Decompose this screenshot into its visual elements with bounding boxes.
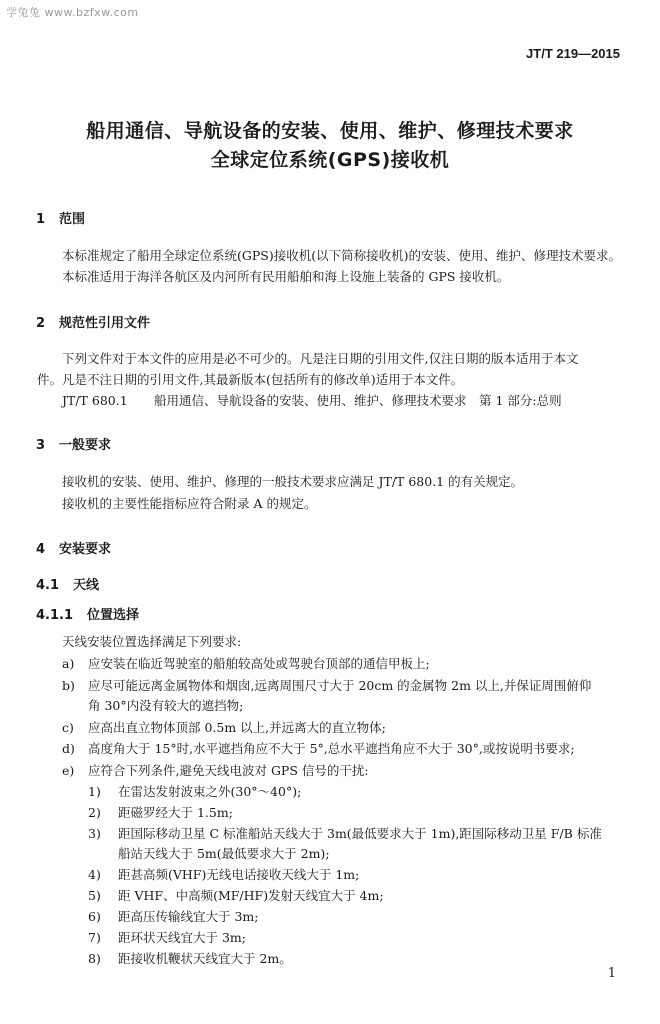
- section-number: 1: [36, 212, 46, 227]
- list-item-marker: c): [62, 720, 74, 735]
- list-item-text: 应安装在临近驾驶室的船舶较高处或驾驶台顶部的通信甲板上;: [88, 656, 430, 671]
- list-item-marker: a): [62, 656, 75, 671]
- page-number: 1: [607, 966, 616, 981]
- section-number: 3: [36, 438, 46, 453]
- section-1-heading: [36, 208, 85, 227]
- watermark: 学兔兔 www.bzfxw.com: [6, 6, 139, 19]
- paragraph: 接收机的主要性能指标应符合附录 A 的规定。: [62, 496, 317, 511]
- list-item-text-continued: 角 30°内没有较大的遮挡物;: [88, 698, 244, 713]
- list-item-marker: e): [62, 763, 75, 778]
- sub-item-text: 距甚高频(VHF)无线电话接收天线大于 1m;: [118, 867, 360, 882]
- section-number: 4.1.1: [36, 608, 74, 623]
- reference-code: JT/T 680.1: [62, 393, 128, 408]
- section-2-heading: [36, 312, 150, 331]
- section-title: 一般要求: [59, 438, 112, 453]
- sub-item-text-continued: 船站天线大于 5m(最低要求大于 2m);: [118, 846, 330, 861]
- section-3-heading: [36, 434, 111, 453]
- sub-item-marker: 3): [88, 826, 101, 841]
- sub-item-text: 距国际移动卫星 C 标准船站天线大于 3m(最低要求大于 1m),距国际移动卫星 F/B 标准: [118, 826, 602, 841]
- paragraph: 接收机的安装、使用、维护、修理的一般技术要求应满足 JT/T 680.1 的有关规定。: [62, 474, 524, 489]
- document-title-line1: 船用通信、导航设备的安装、使用、维护、修理技术要求: [86, 120, 574, 142]
- sub-item-text: 距高压传输线宜大于 3m;: [118, 909, 259, 924]
- section-title: 安装要求: [59, 542, 112, 557]
- paragraph: 本标准适用于海洋各航区及内河所有民用船舶和海上设施上装备的 GPS 接收机。: [62, 269, 510, 284]
- section-title: 位置选择: [87, 608, 140, 623]
- paragraph: 下列文件对于本文件的应用是必不可少的。凡是注日期的引用文件,仅注日期的版本适用于本文: [62, 351, 579, 366]
- sub-item-text: 在雷达发射波束之外(30°～40°);: [118, 784, 302, 799]
- sub-item-marker: 4): [88, 867, 101, 882]
- list-item-text: 应高出直立物体顶部 0.5m 以上,并远离大的直立物体;: [88, 720, 386, 735]
- section-4-heading: [36, 538, 111, 557]
- section-title: 规范性引用文件: [59, 316, 151, 331]
- list-item-text: 应尽可能远离金属物体和烟囱,远离周围尺寸大于 20cm 的金属物 2m 以上,并保证周围俯仰: [88, 678, 592, 693]
- sub-item-marker: 2): [88, 805, 101, 820]
- section-number: 4: [36, 542, 46, 557]
- section-4-1-1-heading: [36, 604, 139, 623]
- normative-reference: [62, 393, 562, 409]
- list-item-text: 高度角大于 15°时,水平遮挡角应不大于 5°,总水平遮挡角应不大于 30°,或按说明书要求;: [88, 741, 575, 756]
- sub-item-marker: 1): [88, 784, 101, 799]
- section-number: 4.1: [36, 578, 60, 593]
- sub-item-text: 距环状天线宜大于 3m;: [118, 930, 246, 945]
- sub-item-text: 距 VHF、中高频(MF/HF)发射天线宜大于 4m;: [118, 888, 384, 903]
- paragraph-continued: 件。凡是不注日期的引用文件,其最新版本(包括所有的修改单)适用于本文件。: [37, 372, 464, 387]
- sub-item-marker: 6): [88, 909, 101, 924]
- list-item-marker: d): [62, 741, 75, 756]
- sub-item-marker: 7): [88, 930, 101, 945]
- section-title: 天线: [73, 578, 100, 593]
- list-item-marker: b): [62, 678, 75, 693]
- section-4-1-heading: [36, 574, 99, 593]
- sub-item-text: 距接收机鞭状天线宜大于 2m。: [118, 951, 292, 966]
- sub-item-marker: 8): [88, 951, 101, 966]
- paragraph: 本标准规定了船用全球定位系统(GPS)接收机(以下简称接收机)的安装、使用、维护、修理技术要求。: [62, 248, 621, 263]
- standard-code: JT/T 219—2015: [526, 46, 620, 61]
- list-item-text: 应符合下列条件,避免天线电波对 GPS 信号的干扰:: [88, 763, 369, 778]
- sub-item-text: 距磁罗经大于 1.5m;: [118, 805, 233, 820]
- document-title-line2: 全球定位系统(GPS)接收机: [210, 149, 450, 171]
- section-title: 范围: [59, 212, 86, 227]
- list-intro: 天线安装位置选择满足下列要求:: [62, 634, 242, 649]
- sub-item-marker: 5): [88, 888, 101, 903]
- section-number: 2: [36, 316, 46, 331]
- reference-title: 船用通信、导航设备的安装、使用、维护、修理技术要求 第 1 部分:总则: [154, 393, 562, 408]
